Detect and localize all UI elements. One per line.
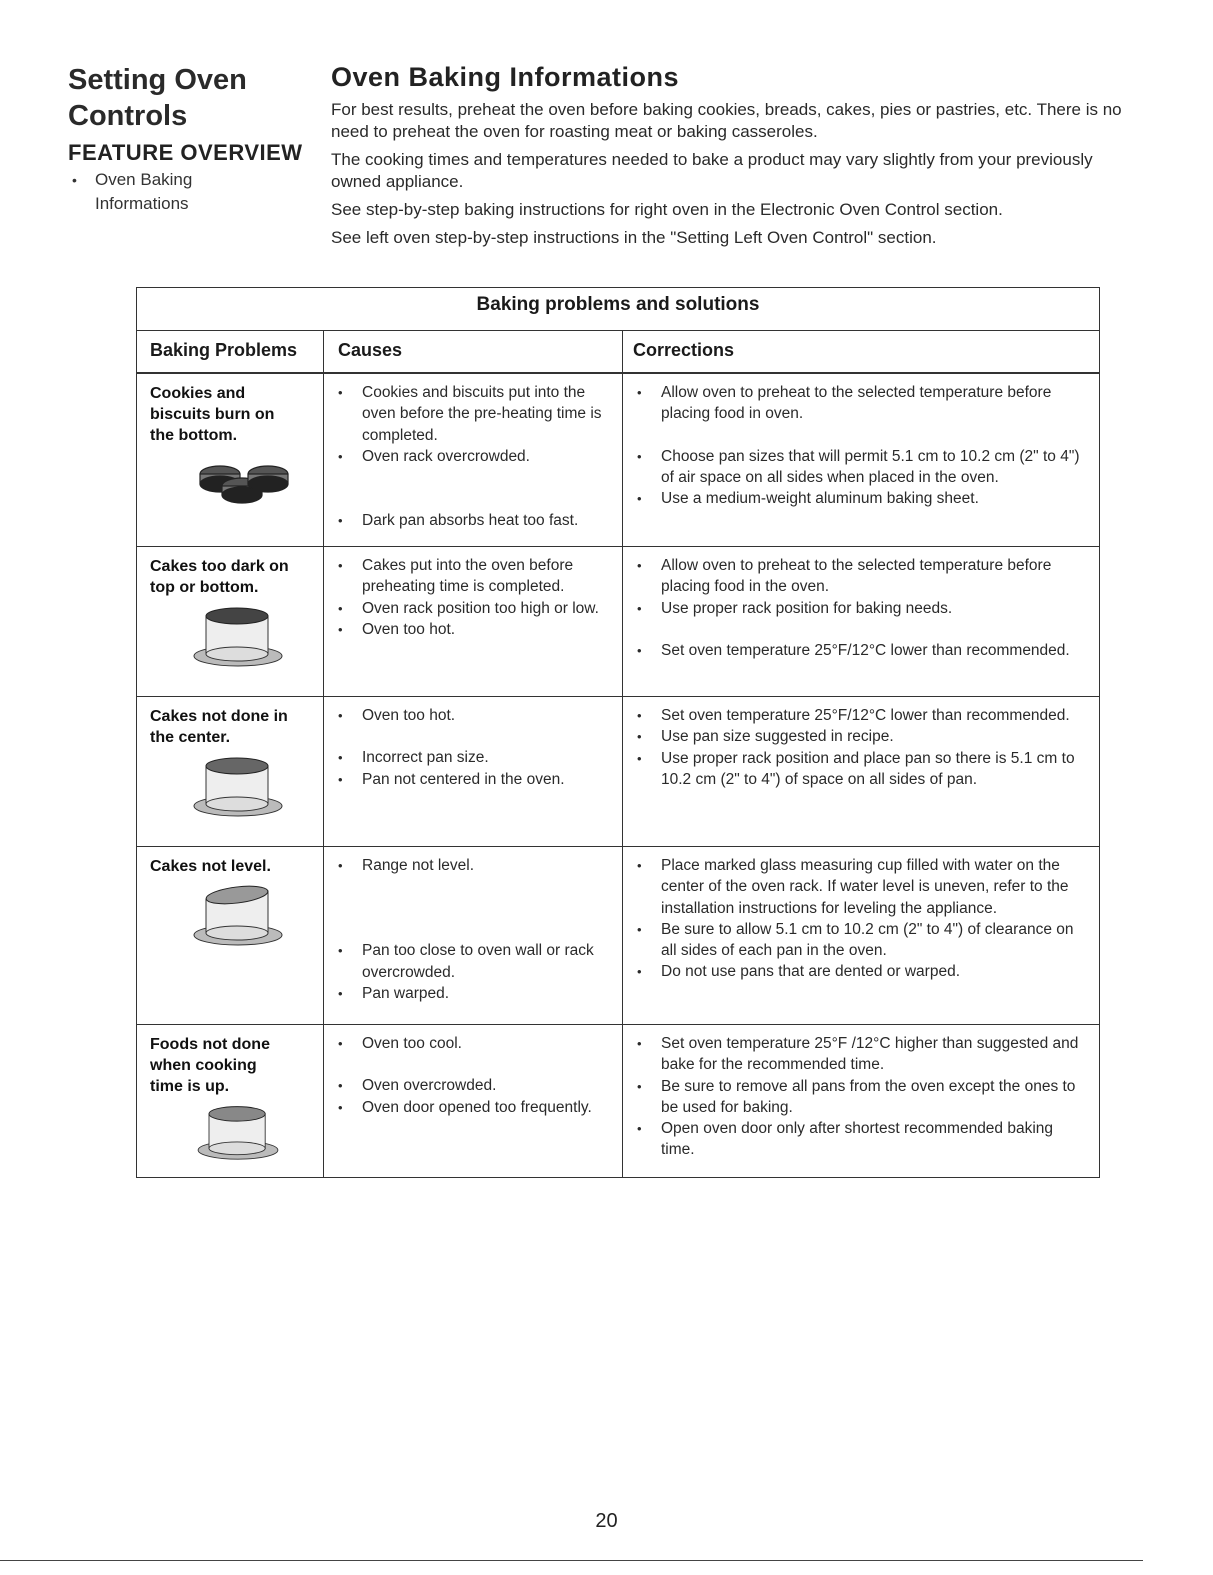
intro-section: [331, 62, 1131, 255]
problem-label: [150, 556, 317, 598]
feature-item: • Oven Baking Informations: [68, 168, 245, 216]
cause-item: • Pan not centered in the oven.: [332, 769, 616, 790]
section-title-line2: Controls: [68, 100, 188, 132]
problem-label: [150, 856, 317, 877]
correction-item: • Use proper rack position and place pan so there is 5.1 cm to 10.2 cm (2" to 4") of space on all sides of pan.: [631, 748, 1093, 791]
page-number: 20: [595, 1510, 618, 1532]
cause-item: • Cookies and biscuits put into the oven before the pre-heating time is completed.: [332, 382, 616, 446]
cookies-icon: [190, 452, 300, 508]
cause-item: • Oven door opened too frequently.: [332, 1097, 616, 1118]
tilted-cake-icon: [190, 883, 286, 947]
feature-overview-heading: FEATURE OVERVIEW: [68, 140, 303, 165]
correction-item: • Set oven temperature 25°F /12°C higher than suggested and bake for the recommended time.: [631, 1033, 1093, 1076]
problem-line: Cakes too dark on: [150, 558, 289, 575]
cake-icon: [190, 1103, 286, 1161]
intro-title: Oven Baking Informations: [331, 62, 680, 92]
corrections-cell: [623, 1025, 1099, 1177]
cause-item: • Oven overcrowded.: [332, 1075, 616, 1096]
causes-cell: [324, 374, 623, 546]
cake-icon: [190, 754, 286, 818]
table-caption: Baking problems and solutions: [137, 288, 1099, 331]
correction-item: • Allow oven to preheat to the selected temperature before placing food in the oven.: [631, 555, 1093, 598]
table-row: [137, 374, 1099, 547]
correction-item: • Be sure to allow 5.1 cm to 10.2 cm (2" to 4") of clearance on all sides of each pan in the oven.: [631, 919, 1093, 962]
section-title: [68, 62, 318, 134]
problem-line: Cookies and: [150, 385, 246, 402]
table-row: [137, 547, 1099, 697]
corrections-cell: [623, 697, 1099, 846]
corrections-cell: [623, 547, 1099, 696]
footer-divider: [0, 1560, 1143, 1561]
corrections-cell: [623, 847, 1099, 1024]
cause-item: • Dark pan absorbs heat too fast.: [332, 510, 616, 531]
correction-item: • Set oven temperature 25°F/12°C lower than recommended.: [631, 640, 1093, 661]
cause-item: • Oven too hot.: [332, 705, 616, 726]
cause-item: • Cakes put into the oven before preheating time is completed.: [332, 555, 616, 598]
problem-label: [150, 706, 317, 748]
cause-item: • Oven rack overcrowded.: [332, 446, 616, 467]
correction-item: • Be sure to remove all pans from the oven except the ones to be used for baking.: [631, 1076, 1093, 1119]
feature-list: [68, 168, 318, 216]
causes-cell: [324, 1025, 623, 1177]
table-row: [137, 847, 1099, 1025]
problem-line: top or bottom.: [150, 579, 259, 596]
correction-item: • Do not use pans that are dented or warped.: [631, 961, 1093, 982]
cause-item: • Incorrect pan size.: [332, 747, 616, 768]
problem-line: Foods not done: [150, 1036, 270, 1053]
problem-label: [150, 1034, 317, 1097]
cause-item: • Pan too close to oven wall or rack overcrowded.: [332, 940, 616, 983]
causes-cell: [324, 547, 623, 696]
problem-line: Cakes not level.: [150, 858, 271, 875]
cause-item: • Range not level.: [332, 855, 616, 876]
problem-line: time is up.: [150, 1078, 230, 1095]
correction-item: • Choose pan sizes that will permit 5.1 cm to 10.2 cm (2" to 4") of air space on all sides when placed in the oven.: [631, 446, 1093, 489]
header-corrections: Corrections: [633, 340, 735, 360]
problem-cell: [137, 847, 324, 1024]
problem-line: the bottom.: [150, 427, 238, 444]
header-baking-problems: Baking Problems: [137, 331, 324, 372]
intro-paragraph: See step-by-step baking instructions for right oven in the Electronic Oven Control section.: [331, 200, 1003, 219]
correction-item: • Use a medium-weight aluminum baking sheet.: [631, 488, 1093, 509]
cake-icon: [190, 604, 286, 668]
cause-item: • Oven too cool.: [332, 1033, 616, 1054]
problem-cell: [137, 374, 324, 546]
problem-label: [150, 383, 317, 446]
problem-line: Cakes not done in: [150, 708, 288, 725]
baking-problems-table: [136, 287, 1100, 1178]
problem-cell: [137, 697, 324, 846]
problem-line: biscuits burn on: [150, 406, 275, 423]
correction-item: • Use proper rack position for baking needs.: [631, 598, 1093, 619]
problem-line: the center.: [150, 729, 231, 746]
correction-item: • Use pan size suggested in recipe.: [631, 726, 1093, 747]
causes-cell: [324, 697, 623, 846]
table-row: [137, 1025, 1099, 1177]
table-header-row: [137, 331, 1099, 374]
sidebar: [68, 62, 318, 216]
header-causes: Causes: [324, 331, 623, 372]
correction-item: • Allow oven to preheat to the selected temperature before placing food in oven.: [631, 382, 1093, 425]
section-title-line1: Setting Oven: [68, 64, 247, 96]
table-row: [137, 697, 1099, 847]
intro-paragraph: For best results, preheat the oven before baking cookies, breads, cakes, pies or pastries, etc. There is no need to preheat the oven for roasting meat or baking casseroles.: [331, 100, 1122, 141]
problem-cell: [137, 547, 324, 696]
correction-item: • Place marked glass measuring cup filled with water on the center of the oven rack. If water level is uneven, refer to the installation instructions for leveling the appliance.: [631, 855, 1093, 919]
cause-item: • Oven rack position too high or low.: [332, 598, 616, 619]
correction-item: • Open oven door only after shortest recommended baking time.: [631, 1118, 1093, 1161]
correction-item: • Set oven temperature 25°F/12°C lower than recommended.: [631, 705, 1093, 726]
cause-item: • Oven too hot.: [332, 619, 616, 640]
intro-paragraph: See left oven step-by-step instructions in the "Setting Left Oven Control" section.: [331, 228, 937, 247]
causes-cell: [324, 847, 623, 1024]
problem-cell: [137, 1025, 324, 1177]
cause-item: • Pan warped.: [332, 983, 616, 1004]
problem-line: when cooking: [150, 1057, 257, 1074]
intro-paragraph: The cooking times and temperatures needed to bake a product may vary slightly from your previously owned appliance.: [331, 150, 1093, 191]
corrections-cell: [623, 374, 1099, 546]
